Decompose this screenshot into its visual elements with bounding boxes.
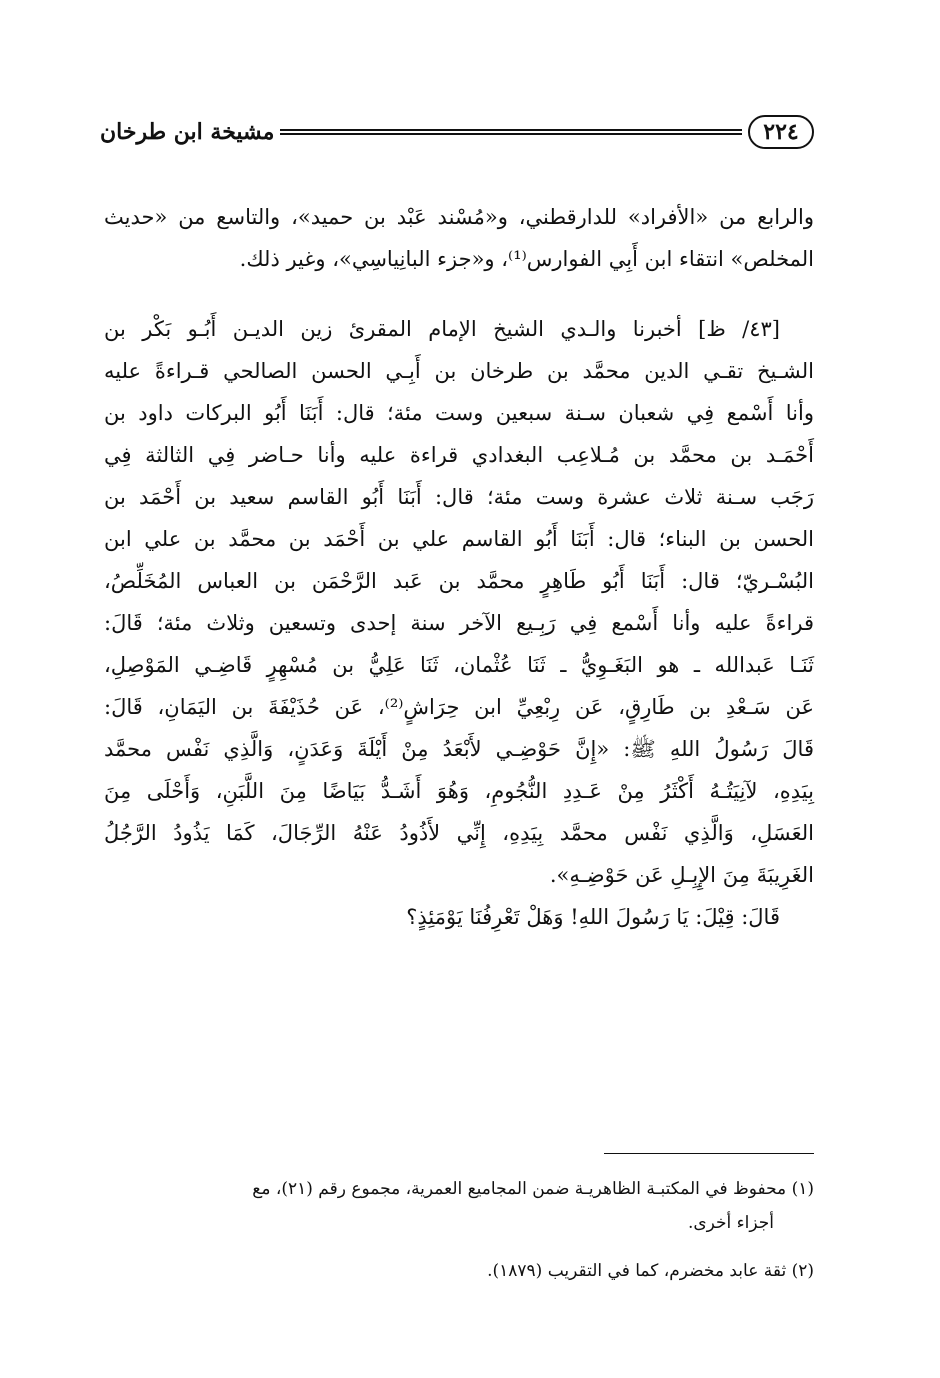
text-line: قراءةً عليه وأنا أَسْمع فِي رَبِـيع الآخر سنة إحدى وتسعين وثلاث مئة؛ قَالَ: — [104, 611, 814, 635]
text-line: الغَرِيبَةَ مِنَ الإِبِـلِ عَن حَوْضِـهِ». — [549, 863, 814, 887]
text-line: العَسَلِ، وَالَّذِي نَفْس محمَّد بِيَدِهِ، إِنِّي لأَذُودُ عَنْهُ الرِّجَالَ، كَمَا يَذُودُ الرَّجُلُ — [104, 821, 814, 845]
footnote-1-continued: أجزاء أخرى. — [687, 1213, 774, 1233]
footnote-2: (٢) ثقة عابد مخضرم، كما في التقريب (١٨٧٩). — [487, 1261, 814, 1281]
footnote-1: (١) محفوظ في المكتبـة الظاهريـة ضمن المجاميع العمرية، مجموع رقم (٢١)، مع — [252, 1179, 814, 1199]
text-line: البُسْـريّ؛ قال: أَبَنَا أَبُو طَاهِرٍ محمَّد بن عَبد الرَّحْمَن بن العباس المُخَلِّصُ، — [104, 569, 814, 593]
text-line: ثَنَـا عَبدالله ـ هو البَغَـوِيُّ ـ ثَنَا عُثْمان، ثَنَا عَلِيُّ بن مُسْهِرٍ قَاضِـي المَوْصِلِ، — [104, 653, 814, 677]
header-rule — [280, 129, 742, 135]
footnote-separator — [604, 1153, 814, 1154]
main-text — [104, 196, 814, 938]
text-line: رَجَب سـنة ثلاث عشرة وست مئة؛ قال: أَبَنَا أَبُو القاسم سعيد بن أَحْمَد بن — [104, 485, 814, 509]
footnotes — [104, 1172, 814, 1288]
text-line: أَحْمَـد بن محمَّد بن مُـلاعِب البغدادي قراءة عليه وأنا حـاضر فِي الثالثة فِي — [104, 443, 814, 467]
text-line: الحسن بن البناء؛ قال: أَبَنَا أَبُو القاسم علي بن أَحْمَد بن محمَّد بن علي ابن — [104, 527, 814, 551]
paragraph-gap — [104, 280, 814, 308]
footnote-gap — [104, 1240, 814, 1254]
text-line: المخلص» انتقاء ابن أَبِي الفوارس⁽¹⁾، و«جزء البانِياسِي»، وغير ذلك. — [239, 247, 814, 271]
text-line: [٤٣/ ظ] أخبرنا والـدي الشيخ الإمام المقرئ زين الديـن أَبُـو بَكْر بن — [104, 317, 780, 341]
page-header — [100, 108, 814, 156]
page-number: ٢٢٤ — [748, 115, 814, 149]
text-line: عَن سَـعْدِ بن طَارِقٍ، عَن رِبْعِيِّ ابن حِرَاشٍ⁽²⁾، عَن حُذَيْفَةَ بن اليَمَانِ، قَالَ: — [104, 695, 815, 719]
text-line: والرابع من «الأفراد» للدارقطني، و«مُسْند عَبْد بن حميد»، والتاسع من «حديث — [104, 205, 814, 229]
text-line: قَالَ رَسُولُ اللهِ ﷺ: «إِنَّ حَوْضِـي لأَبْعَدُ مِنْ أَيْلَةَ وَعَدَنٍ، وَالَّذِي نَفْس محمَّد — [104, 737, 814, 761]
text-line: الشـيخ تقـي الدين محمَّد بن طرخان بن أَبِـي الحسن الصالحي قـراءةً عليه — [104, 359, 814, 383]
text-line: قَالَ: قِيْلَ: يَا رَسُولَ اللهِ! وَهَلْ تَعْرِفُنَا يَوْمَئِذٍ؟ — [406, 905, 780, 929]
text-line: بِيَدِهِ، لآنِيَتُـهُ أَكْثَرُ مِنْ عَـدِدِ النُّجُومِ، وَهُوَ أَشَـدُّ بَيَاضًا مِنَ اللَّبَنِ، وَأَحْلَى مِنَ — [104, 779, 814, 803]
running-title: مشيخة ابن طرخان — [100, 119, 275, 145]
text-line: وأنا أَسْمع فِي شعبان سـنة سبعين وست مئة؛ قال: أَبَنَا أَبُو البركات داود بن — [104, 401, 814, 425]
